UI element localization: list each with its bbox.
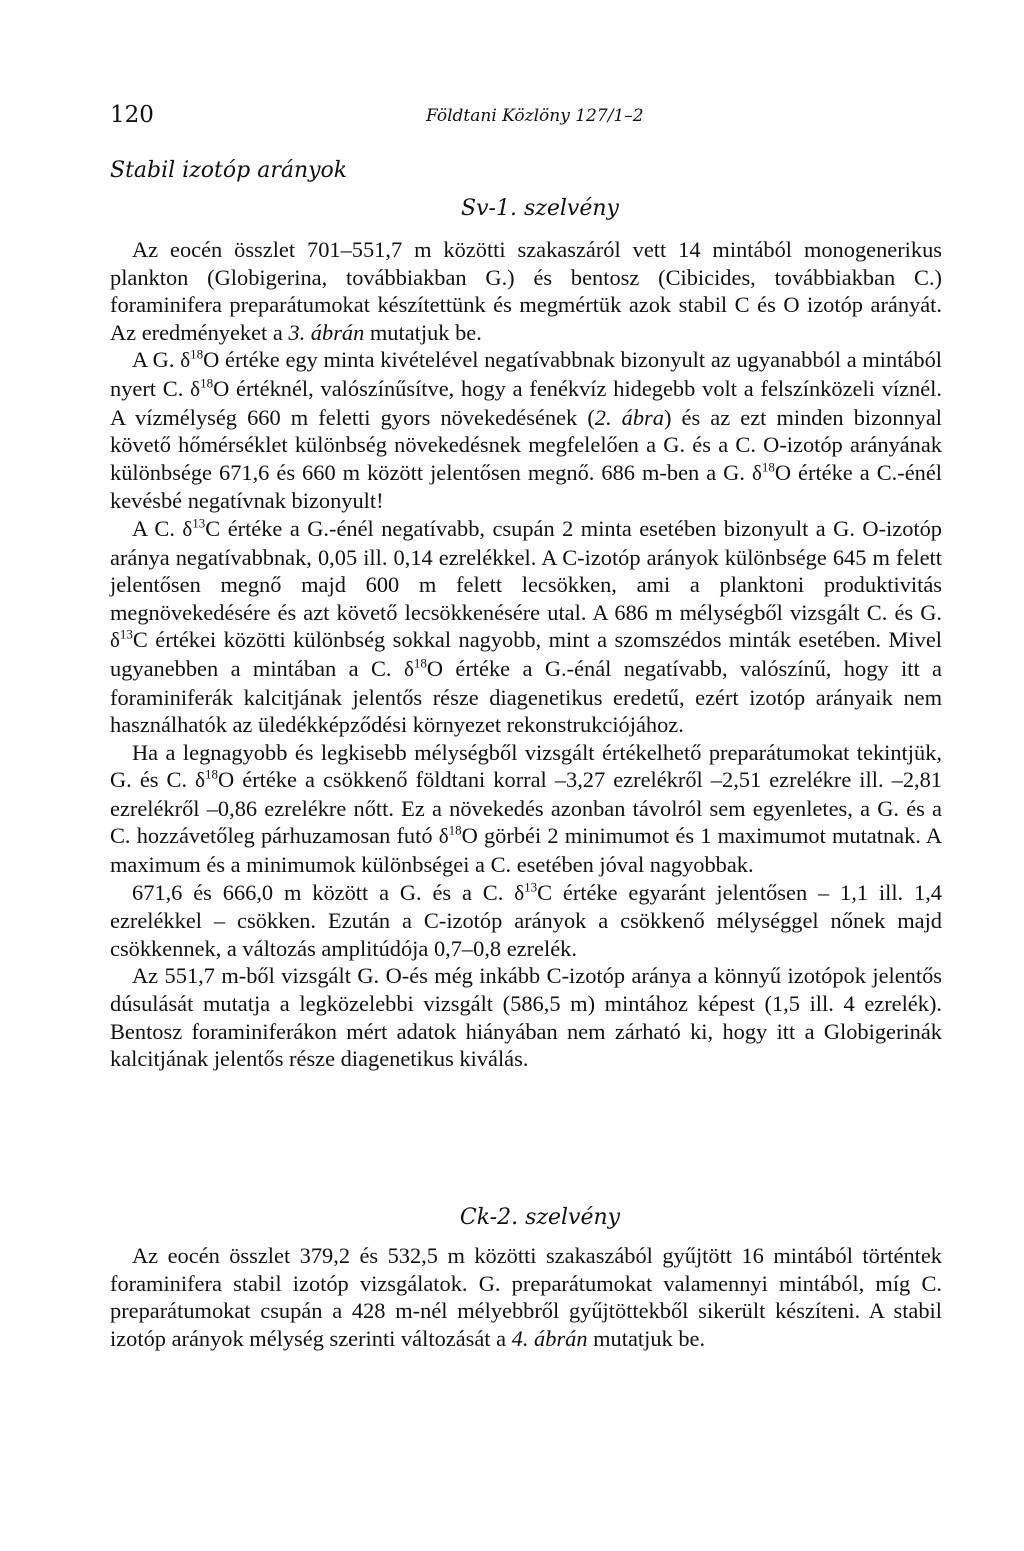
figure-reference: 2. ábra: [594, 404, 664, 430]
text-run: O értéknél, valószínűsítve, hogy a fenékvíz hidegebb volt a felszínközeli víznél. A vízmélység 660 m feletti gyors növekedésének (: [110, 375, 943, 430]
superscript: 18: [200, 375, 214, 391]
delta-symbol: δ: [438, 824, 449, 849]
text-run: A C.: [132, 515, 183, 541]
delta-symbol: δ: [751, 460, 762, 485]
superscript: 13: [119, 626, 133, 642]
text-run: A G.: [132, 347, 181, 373]
body-text-ck2: [110, 1242, 942, 1352]
text-run: C értéke egyaránt jelentősen – 1,1 ill. 1,4 ezrelékkel – csökken. Ezután a C-izotóp arányok a csökkenő mélységgel nőnek majd csökkennek, a változás amplitúdója 0,7–0,8 ezrelék.: [110, 879, 942, 961]
section-title: Stabil izotóp arányok: [110, 158, 348, 183]
delta-symbol: δ: [514, 880, 525, 905]
paragraph: [110, 236, 942, 346]
paragraph: [110, 879, 942, 963]
page-number: 120: [110, 102, 154, 128]
text-run: O görbéi 2 minimumot és 1 maximumot mutatnak. A maximum és a minimumok különbségei a C. esetében jóval nagyobbak.: [110, 823, 942, 878]
delta-symbol: δ: [403, 656, 414, 681]
superscript: 13: [524, 879, 538, 895]
subsection-heading-ck2: Ck-2. szelvény: [459, 1205, 621, 1230]
delta-symbol: δ: [180, 348, 191, 373]
superscript: 13: [192, 515, 206, 531]
text-run: Ha a legnagyobb és legkisebb mélységből vizsgált értékelhető preparátumokat tekintjük, G. és C.: [110, 739, 942, 793]
text-run: ) és az ezt minden bizonnyal követő hőmérséklet különbség növekedésnek megfelelően a G. és a C. O-izotóp arányának különbsége 671,6 és 660 m között jelentősen megnő. 686 m-ben a G.: [110, 404, 942, 485]
journal-title: Földtani Közlöny 127/1–2: [426, 106, 644, 126]
paragraph: [110, 346, 942, 515]
text-run: C értékei közötti különbség sokkal nagyobb, mint a szomszédos minták esetében. Mivel ugyanebben a mintában a C.: [110, 627, 942, 681]
subsection-heading-sv1: Sv-1. szelvény: [461, 196, 619, 221]
superscript: 18: [413, 655, 427, 671]
superscript: 18: [761, 459, 775, 475]
text-run: mutatjuk be.: [587, 1325, 706, 1351]
superscript: 18: [205, 766, 219, 782]
figure-reference: 3. ábrán: [288, 319, 365, 345]
text-run: O értéke egy minta kivételével negatívabbnak bizonyult az ugyanabból a mintából nyert C.: [110, 347, 942, 401]
delta-symbol: δ: [195, 768, 206, 793]
delta-symbol: δ: [182, 516, 193, 541]
body-text-sv1: [110, 236, 942, 1073]
paragraph: [110, 1242, 942, 1352]
text-run: O értéke a C.-énél kevésbé negatívnak bizonyult!: [110, 459, 942, 514]
text-run: C értéke a G.-énél negatívabb, csupán 2 minta esetében bizonyult a G. O-izotóp aránya negatívabbnak, 0,05 ill. 0,14 ezrelékkel. A C-izotóp arányok különbsége 645 m felett jelentősen megnő majd 600 m felett lecsökken, ami a planktoni produktivitás megnövekedésére és azt követő lecsökkenésére utal. A 686 m mélységből vizsgált C. és G.: [110, 515, 942, 625]
text-run: O értéke a csökkenő földtani korral –3,27 ezrelékről –2,51 ezrelékre ill. –2,81 ezrelékről –0,86 ezrelékre nőtt. Ez a növekedés azonban távolról sem egyenletes, a G. és a C. hozzávetőleg párhuzamosan futó: [110, 767, 943, 849]
paragraph: [110, 739, 942, 879]
superscript: 18: [190, 346, 204, 362]
text-run: O értéke a G.-énál negatívabb, valószínű, hogy itt a foraminiferák kalcitjának jelentős része diagenetikus eredetű, ezért izotóp arányaik nem használhatók az üledékképződési környezet rekonstrukciójához.: [110, 655, 942, 738]
text-run: Az eocén összlet 379,2 és 532,5 m közötti szakaszából gyűjtött 16 mintából történtek foraminifera stabil izotóp vizsgálatok. G. preparátumokat valamennyi mintából, míg C. preparátumokat csupán a 428 m-nél mélyebbről gyűjtöttekből sikerült készíteni. A stabil izotóp arányok mélység szerinti változását a: [110, 1243, 942, 1351]
figure-reference: 4. ábrán: [511, 1325, 588, 1351]
text-run: 671,6 és 666,0 m között a G. és a C.: [132, 879, 515, 905]
running-head: [110, 102, 942, 132]
delta-symbol: δ: [110, 628, 120, 653]
delta-symbol: δ: [190, 376, 201, 401]
text-run: Az eocén összlet 701–551,7 m közötti szakaszáról vett 14 mintából monogenerikus plankton (Globigerina, továbbiakban G.) és bentosz (Cibicides, továbbiakban C.) foraminifera preparátumokat készítettünk és megmértük azok stabil C és O izotóp arányát. Az eredményeket a: [110, 237, 942, 345]
paragraph: [110, 962, 942, 1072]
text-run: mutatjuk be.: [364, 319, 482, 345]
paragraph: [110, 515, 942, 739]
superscript: 18: [448, 823, 462, 838]
text-run: Az 551,7 m-ből vizsgált G. O-és még inkább C-izotóp aránya a könnyű izotópok jelentős dúsulását mutatja a legközelebbi vizsgált (586,5 m) mintához képest (1,5 ill. 4 ezrelék). Bentosz foraminiferákon mért adatok hiányában nem zárható ki, hogy itt a Globigerinák kalcitjának jelentős része diagenetikus kiválás.: [110, 963, 942, 1072]
